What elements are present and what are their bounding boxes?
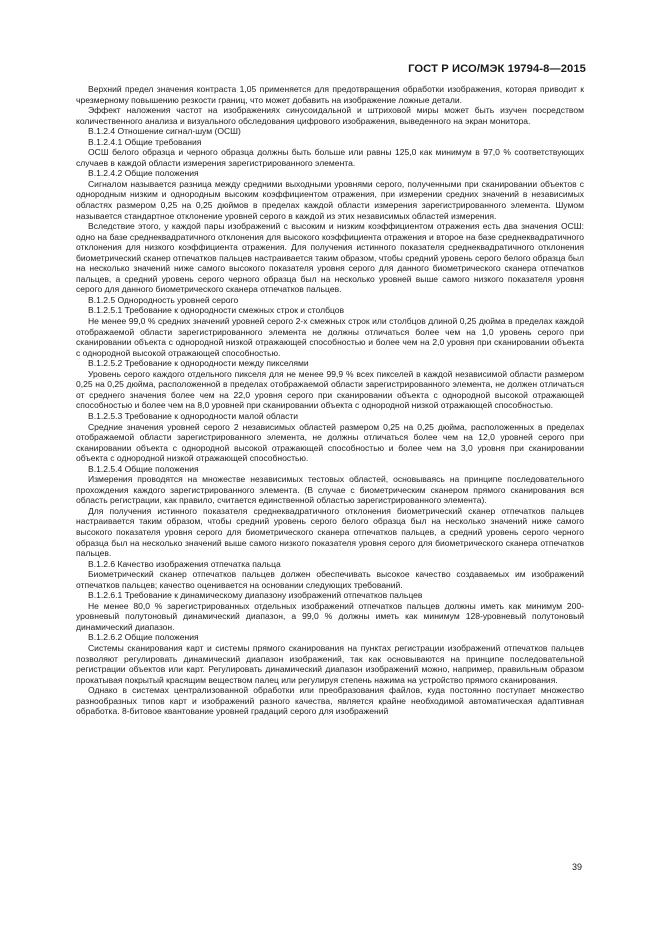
paragraph: Не менее 99,0 % средних значений уровней серого 2-х смежных строк или столбцов длиной 0,25 дюйма в пределах каждой отображаемой области зарегистрированного элемента не должны отличаться более чем на 1,0 уровень серого при сканировании объекта с однородной низкой отражающей способностью и более чем на 2,0 уровня при сканировании объекта с однородной высокой отражающей способностью.	[76, 316, 584, 358]
section-heading: В.1.2.5 Однородность уровней серого	[88, 294, 239, 305]
paragraph: Измерения проводятся на множестве независимых тестовых областей, основываясь на принципе последовательного прохождения каждого зарегистрированного элемента. (В случае с биометрическим сканером прямого сканирования вся область регистрации, как правило, считается единственной областью зарегистрированного элемента).	[76, 474, 584, 506]
paragraph: Не менее 80,0 % зарегистрированных отдельных изображений отпечатков пальцев должны иметь как минимум 200-уровневый полутоновый динамический диапазон, а 99,0 % должны иметь как минимум 128-уровневый полутоновый динамический диапазон.	[76, 600, 584, 632]
section-heading: В.1.2.6.2 Общие положения	[88, 632, 199, 643]
section-heading: В.1.2.4.1 Общие требования	[88, 136, 202, 147]
paragraph: Однако в системах централизованной обработки или преобразования файлов, куда постоянно поступает множество разнообразных типов карт и изображений разного качества, является крайне необходимой автоматическая адаптивная обработка. 8-битовое квантование уровней градаций серого для изображений	[76, 685, 584, 717]
paragraph: Сигналом называется разница между средними выходными уровнями серого, полученными при сканировании объектов с однородным низким и однородным высоким коэффициентом отражения, при измерении средних значений в независимых областях размером 0,25 на 0,25 дюймов в пределах каждой области измерения зарегистрированного элемента. Шумом называется стандартное отклонение уровней серого в каждой из этих независимых областей измерения.	[76, 178, 584, 221]
paragraph: ОСШ белого образца и черного образца должны быть больше или равны 125,0 как минимум в 97,0 % соответствующих случаев в каждой области измерения зарегистрированного элемента.	[76, 147, 584, 168]
paragraph: Верхний предел значения контраста 1,05 применяется для предотвращения обработки изображения, которая приводит к чрезмерному повышению резкости границ, что может добавить на изображение ложные детали.	[76, 84, 584, 105]
section-heading: В.1.2.5.3 Требование к однородности малой области	[88, 410, 299, 421]
section-heading: В.1.2.5.2 Требование к однородности между пикселями	[88, 358, 309, 369]
section-heading: В.1.2.5.1 Требование к однородности смежных строк и столбцов	[88, 305, 345, 316]
paragraph: Системы сканирования карт и системы прямого сканирования на пунктах регистрации изображений отпечатков пальцев позволяют регулировать динамический диапазон изображений, так как основываются на принципе последовательной регистрации объектов или карт. Регулировать динамический диапазон изображений можно, например, правильным образом прокатывая покрытый красящим веществом палец или регулируя степень нажима на устройство прямого сканирования.	[76, 642, 584, 685]
paragraph: Средние значения уровней серого 2 независимых областей размером 0,25 на 0,25 дюйма, расположенных в пределах отображаемой области зарегистрированного элемента, не должны отличаться более чем на 12,0 уровней серого при сканировании объекта с однородной высокой отражающей способностью и более чем на 3,0 уровня при сканировании объекта с однородной низкой отражающей способностью.	[76, 421, 584, 464]
paragraph: Для получения истинного показателя среднеквадратичного отклонения биометрический сканер отпечатков пальцев настраивается таким образом, чтобы средний уровень серого белого образца был на несколько значений ниже самого высокого показателя уровня серого для биометрического сканера отпечатков пальцев, а средний уровень серого черного образца был на несколько значений выше самого низкого показателя уровня серого для биометрического сканера отпечатков пальцев.	[76, 505, 584, 559]
section-heading: В.1.2.5.4 Общие положения	[88, 463, 199, 474]
paragraph: Биометрический сканер отпечатков пальцев должен обеспечивать высокое качество создаваемых им изображений отпечатков пальцев; качество оценивается на основании следующих требований.	[76, 569, 584, 590]
paragraph: Эффект наложения частот на изображениях синусоидальной и штриховой миры может быть изучен посредством количественного анализа и визуального обследования цифрового изображения, выведенного на экран монитора.	[76, 105, 584, 126]
paragraph: Вследствие этого, у каждой пары изображений с высоким и низким коэффициентом отражения есть два значения ОСШ: одно на базе среднеквадратичного отклонения для высокого коэффициента отражения и второе на базе среднеквадратичного отклонения для низкого коэффициента отражения. Для получения истинного показателя среднеквадратичного отклонения биометрический сканер отпечатков пальцев настраивается таким образом, чтобы средний уровень серого белого образца был на несколько значений ниже самого высокого показателя уровня серого для данного биометрического сканера отпечатков пальцев, а средний уровень серого черного образца был на несколько уровней выше самого низкого показателя уровня серого для данного биометрического сканера отпечатков пальцев.	[76, 221, 584, 295]
document-header: ГОСТ Р ИСО/МЭК 19794-8—2015	[408, 63, 586, 75]
section-heading: В.1.2.6.1 Требование к динамическому диапазону изображений отпечатков пальцев	[88, 590, 423, 601]
section-heading: В.1.2.4 Отношение сигнал-шум (ОСШ)	[88, 126, 241, 137]
section-heading: В.1.2.6 Качество изображения отпечатка пальца	[88, 558, 281, 569]
document-body	[76, 84, 584, 717]
page-number: 39	[571, 862, 582, 872]
paragraph: Уровень серого каждого отдельного пикселя для не менее 99,9 % всех пикселей в каждой независимой области размером 0,25 на 0,25 дюйма, расположенной в пределах отображаемой области зарегистрированного элемента, не должен отличаться от среднего значения более чем на 22,0 уровня серого при сканировании объекта с однородной высокой отражающей способностью и более чем на 8,0 уровней при сканировании объекта с однородной низкой отражающей способностью.	[76, 368, 584, 411]
section-heading: В.1.2.4.2 Общие положения	[88, 168, 199, 179]
